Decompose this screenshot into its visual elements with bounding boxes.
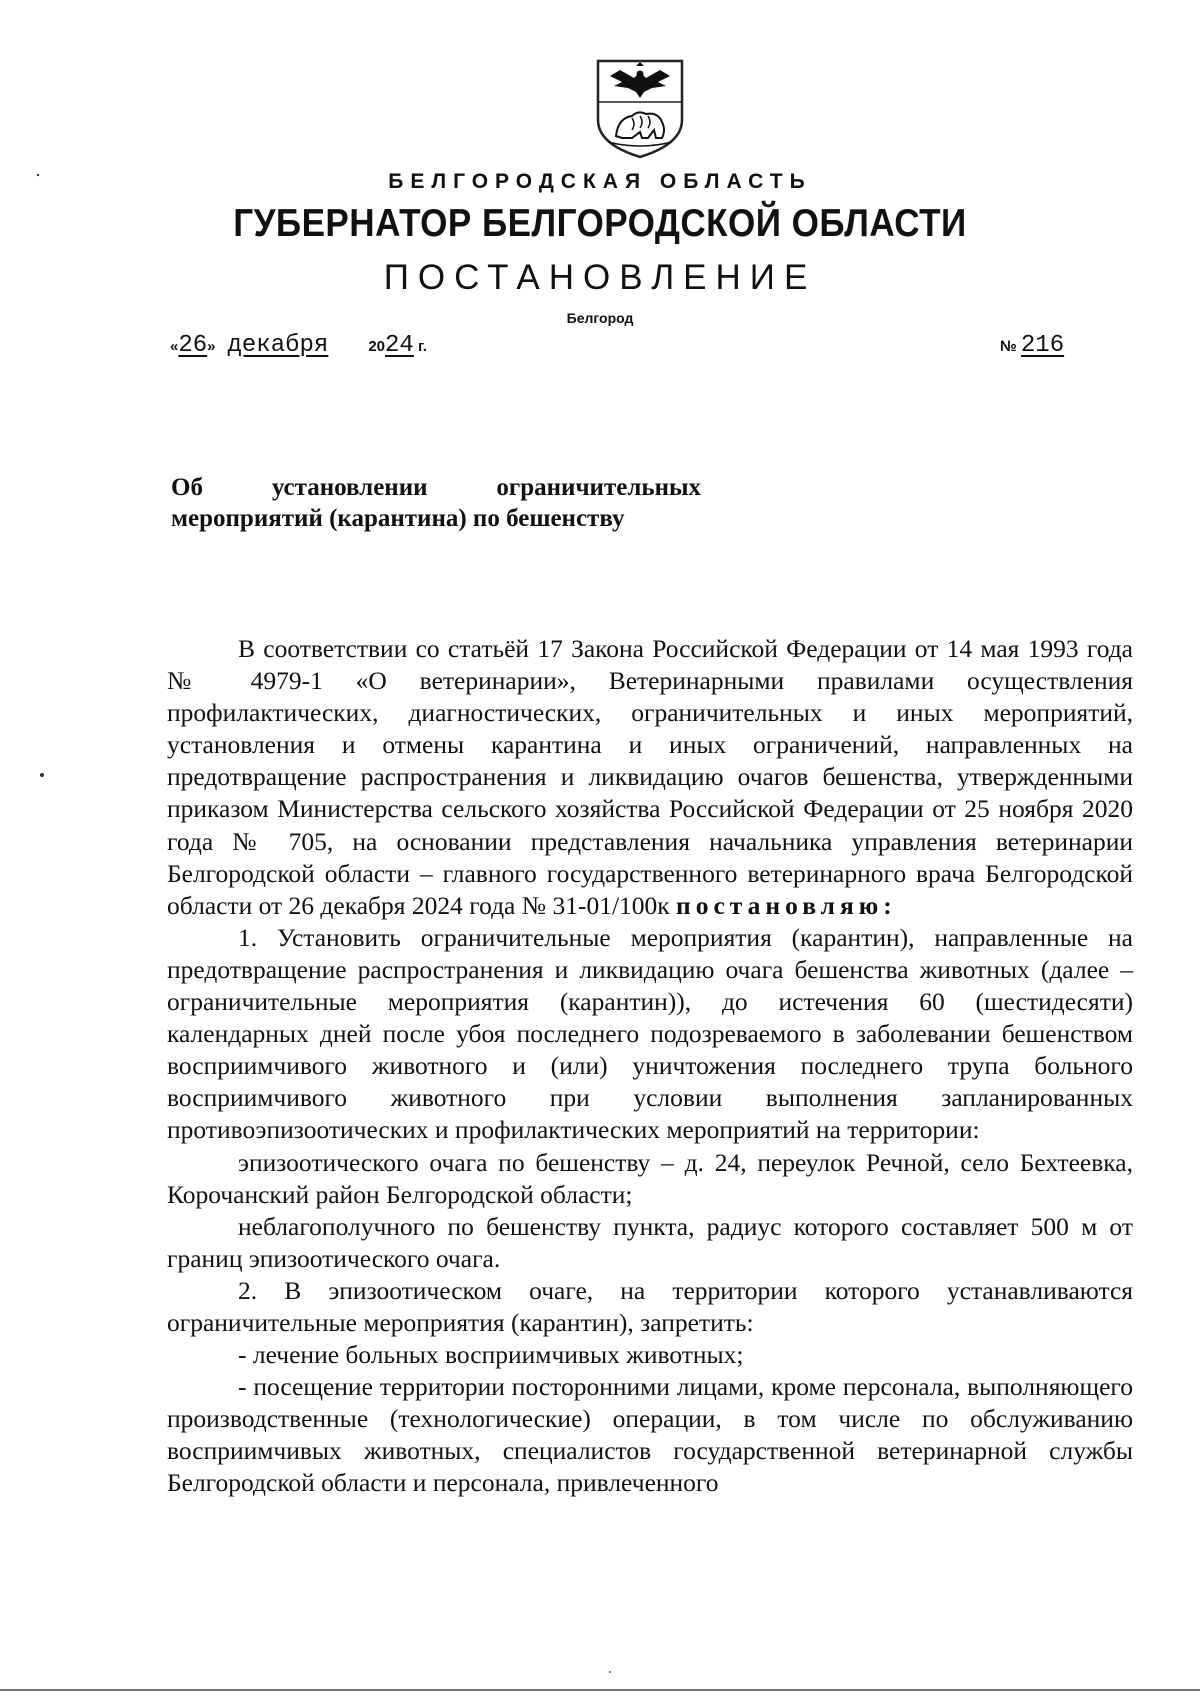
paragraph-item-1: 1. Установить ограничительные мероприятия (карантин), направленные на предотвращение распространения и ликвидацию очага бешенства животных (далее – ограничительные мероприятия (карантин)), до истечения 60 (шестидесяти) календарных дней после убоя последнего подозреваемого в заболевании бешенством восприимчивого животного и (или) уничтожения последнего трупа больного восприимчивого животного при условии выполнения запланированных противоэпизоотических и профилактических мероприятий на территории: — [167, 922, 1133, 1145]
number-label: № — [1000, 338, 1017, 355]
paragraph-item-2: 2. В эпизоотическом очаге, на территории которого устанавливаются ограничительные мероприятия (карантин), запретить: — [167, 1275, 1133, 1337]
governor-heading: ГУБЕРНАТОР БЕЛГОРОДСКОЙ ОБЛАСТИ — [233, 202, 967, 245]
decree-number — [1000, 332, 1094, 359]
decree-date — [170, 332, 427, 359]
resolve-word: постановляю: — [676, 890, 897, 920]
paragraph-ban-treatment: - лечение больных восприимчивых животных; — [238, 1340, 744, 1370]
date-day: 26 — [178, 332, 208, 359]
document-body — [167, 633, 1133, 1500]
coat-of-arms-emblem — [592, 58, 688, 160]
paragraph-focus: эпизоотического очага по бешенству – д. 24, переулок Речной, село Бехтеевка, Корочанский район Белгородской области; — [167, 1147, 1133, 1209]
paragraph-ban-visits: - посещение территории посторонними лицами, кроме персонала, выполняющего производственные (технологические) операции, в том числе по обслуживанию восприимчивых животных, специалистов государственной ветеринарной службы Белгородской области и персонала, привлеченного — [167, 1372, 1133, 1498]
preamble-text: В соответствии со статьёй 17 Закона Российской Федерации от 14 мая 1993 года № 4979-1 «О ветеринарии», Ветеринарными правилами осуществления профилактических, диагностических, ограничительных и иных мероприятий, установления и отмены карантина и иных ограничений, направленных на предотвращение распространения и ликвидацию очагов бешенства, утвержденными приказом Министерства сельского хозяйства Российской Федерации от 25 ноября 2020 года № 705, на основании представления начальника управления ветеринарии Белгородской области – главного государственного ветеринарного врача Белгородской области от 26 декабря 2024 года № 31-01/100к — [167, 634, 1133, 920]
title-line-2: мероприятий (карантина) по бешенству — [171, 505, 625, 532]
title-line-1: Об установлении ограничительных — [171, 474, 701, 501]
paragraph-area: неблагополучного по бешенству пункта, радиус которого составляет 500 м от границ эпизоотического очага. — [167, 1211, 1133, 1273]
date-year-suffix: 24 — [385, 332, 414, 359]
date-month: декабря — [227, 332, 329, 359]
document-title — [171, 472, 701, 534]
document-type-heading: ПОСТАНОВЛЕНИЕ — [383, 258, 817, 297]
number-value: 216 — [1020, 332, 1065, 359]
date-year-mark: г. — [418, 338, 427, 355]
region-heading: БЕЛГОРОДСКАЯ ОБЛАСТЬ — [388, 170, 812, 193]
date-year-prefix: 20 — [368, 338, 386, 355]
paragraph-preamble — [167, 633, 1133, 922]
date-close-quote: » — [207, 338, 216, 355]
date-open-quote: « — [170, 338, 179, 355]
city-label: Белгород — [566, 310, 634, 326]
